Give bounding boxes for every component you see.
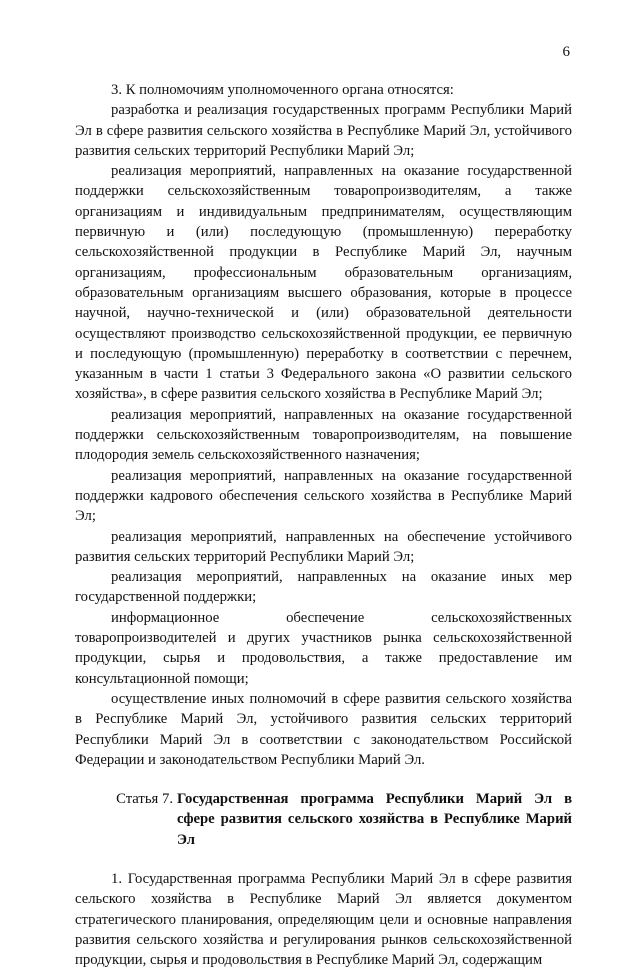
article-label: Статья 7. bbox=[116, 791, 173, 808]
paragraph: осуществление иных полномочий в сфере развития сельского хозяйства в Республике Марий Эл, устойчивого развития сельских территорий Республики Марий Эл в соответствии с законодательством Российской Федерации и законодательством Республики Марий Эл. bbox=[75, 690, 572, 768]
document-body bbox=[75, 80, 572, 970]
paragraph: реализация мероприятий, направленных на оказание государственной поддержки сельскохозяйственным товаропроизводителям, а также организациям и индивидуальным предпринимателям, осуществляющим первичную и (или) последующую (промышленную) переработку сельскохозяйственной продукции в Республике Марий Эл, научным организациям, профессиональным образовательным организациям, образовательным организациям высшего образования, которые в процессе научной, научно-технической и (или) образовательной деятельности осуществляют производство сельскохозяйственной продукции, ее первичную и последующую (промышленную) переработку в соответствии с перечнем, указанным в части 1 статьи 3 Федерального закона «О развитии сельского хозяйства», в сфере развития сельского хозяйства в Республике Марий Эл; bbox=[75, 163, 572, 403]
paragraph: реализация мероприятий, направленных на обеспечение устойчивого развития сельских территорий Республики Марий Эл; bbox=[75, 528, 572, 565]
paragraph: реализация мероприятий, направленных на оказание иных мер государственной поддержки; bbox=[75, 569, 572, 606]
article-title: Государственная программа Республики Марий Эл в сфере развития сельского хозяйства в Республике Марий Эл bbox=[177, 791, 572, 848]
paragraph: 3. К полномочиям уполномоченного органа относятся: bbox=[111, 82, 454, 98]
paragraph: информационное обеспечение сельскохозяйственных товаропроизводителей и других участников рынка сельскохозяйственной продукции, сырья и продовольствия, а также предоставление им консультационной помощи; bbox=[75, 609, 572, 687]
paragraph: реализация мероприятий, направленных на оказание государственной поддержки кадрового обеспечения сельского хозяйства в Республике Марий Эл; bbox=[75, 467, 572, 525]
paragraph: 1. Государственная программа Республики Марий Эл в сфере развития сельского хозяйства в Республике Марий Эл является документом стратегического планирования, определяющим цели и основные направления развития сельского хозяйства и регулирования рынков сельскохозяйственной продукции, сырья и продовольствия в Республике Марий Эл, содержащим bbox=[75, 870, 572, 969]
article-heading bbox=[75, 789, 572, 850]
paragraph: разработка и реализация государственных программ Республики Марий Эл в сфере развития сельского хозяйства в Республике Марий Эл, устойчивого развития сельских территорий Республики Марий Эл; bbox=[75, 102, 572, 159]
page-number: 6 bbox=[562, 44, 570, 60]
paragraph: реализация мероприятий, направленных на оказание государственной поддержки сельскохозяйственным товаропроизводителям, на повышение плодородия земель сельскохозяйственного назначения; bbox=[75, 406, 572, 464]
